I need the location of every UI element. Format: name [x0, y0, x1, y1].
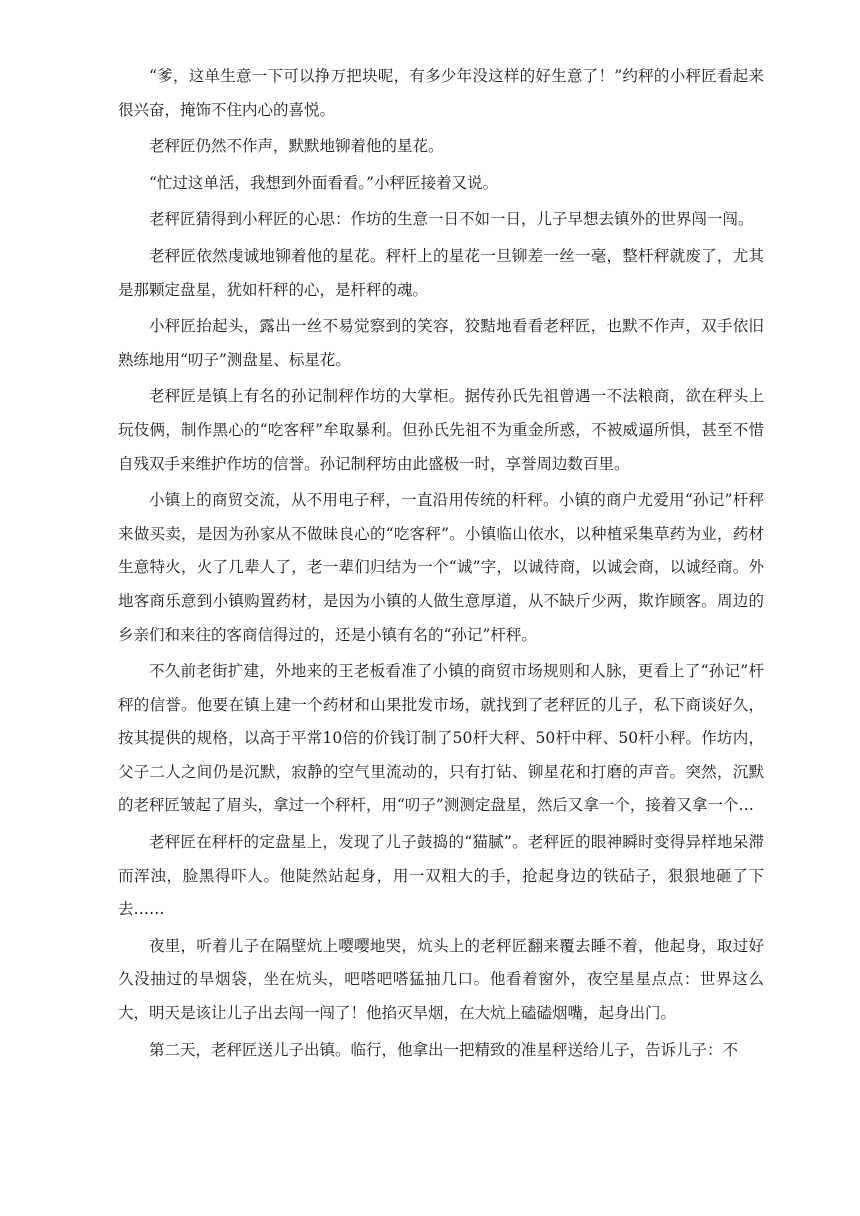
paragraph: 老秤匠是镇上有名的孙记制秤作坊的大掌柜。据传孙氏先祖曾遇一不法粮商，欲在秤头上玩伎俩，制作黑心的“吃客秤”牟取暴利。但孙氏先祖不为重金所惑，不被威逼所惧，甚至不惜自残双手来维护作坊的信誉。孙记制秤坊由此盛极一时，享誉周边数百里。	[118, 387, 764, 473]
paragraph: 小镇上的商贸交流，从不用电子秤，一直沿用传统的杆秤。小镇的商户尤爱用“孙记”杆秤来做买卖，是因为孙家从不做昧良心的“吃客秤”。小镇临山依水，以种植采集草药为业，药材生意特火，火了几辈人了，老一辈们归结为一个“诚”字，以诚待商，以诚会商，以诚经商。外地客商乐意到小镇购置药材，是因为小镇的人做生意厚道，从不缺斤少两，欺诈顾客。周边的乡亲们和来往的客商信得过的，还是小镇有名的“孙记”杆秤。	[118, 491, 764, 644]
paragraph: 小秤匠抬起头，露出一丝不易觉察到的笑容，狡黠地看看老秤匠，也默不作声，双手依旧熟练地用“叨子”测盘星、标星花。	[118, 317, 764, 369]
paragraph: 老秤匠在秤杆的定盘星上，发现了儿子鼓捣的“猫腻”。老秤匠的眼神瞬时变得异样地呆滞而浑浊，脸黑得吓人。他陡然站起身，用一双粗大的手，抢起身边的铁砧子，狠狠地砸了下去……	[118, 833, 764, 919]
paragraph: 老秤匠依然虔诚地铆着他的星花。秤杆上的星花一旦铆差一丝一毫，整杆秤就废了，尤其是那颗定盘星，犹如杆秤的心，是杆秤的魂。	[118, 246, 764, 299]
paragraph: 第二天，老秤匠送儿子出镇。临行，他拿出一把精致的准星秤送给儿子，告诉儿子：不	[149, 1040, 739, 1059]
paragraph: 夜里，听着儿子在隔壁炕上嘤嘤地哭，炕头上的老秤匠翻来覆去睡不着，他起身，取过好久没抽过的旱烟袋，坐在炕头，吧嗒吧嗒猛抽几口。他看着窗外，夜空星星点点：世界这么大，明天是该让儿子出去闯一闯了！他掐灭旱烟，在大炕上磕磕烟嘴，起身出门。	[118, 936, 764, 1023]
paragraph: 不久前老街扩建，外地来的王老板看准了小镇的商贸市场规则和人脉，更看上了“孙记”杆秤的信誉。他要在镇上建一个药材和山果批发市场，就找到了老秤匠的儿子，私下商谈好久，按其提供的规格，以高于平常10倍的价钱订制了50杆大秤、50杆中秤、50杆小秤。作坊内，父子二人之间仍是沉默，寂静的空气里流动的，只有打钻、铆星花和打磨的声音。突然，沉默的老秤匠皱起了眉头，拿过一个秤杆，用“叨子”测测定盘星，然后又拿一个，接着又拿一个…	[118, 662, 764, 815]
document-page	[118, 60, 764, 1067]
paragraph: “爹，这单生意一下可以挣万把块呢，有多少年没这样的好生意了！”约秤的小秤匠看起来很兴奋，掩饰不住内心的喜悦。	[118, 67, 764, 119]
paragraph: 老秤匠猜得到小秤匠的心思：作坊的生意一日不如一日，儿子早想去镇外的世界闯一闯。	[149, 210, 754, 229]
paragraph: 老秤匠仍然不作声，默默地铆着他的星花。	[149, 137, 444, 156]
paragraph: “忙过这单活，我想到外面看看。”小秤匠接着又说。	[149, 173, 499, 192]
